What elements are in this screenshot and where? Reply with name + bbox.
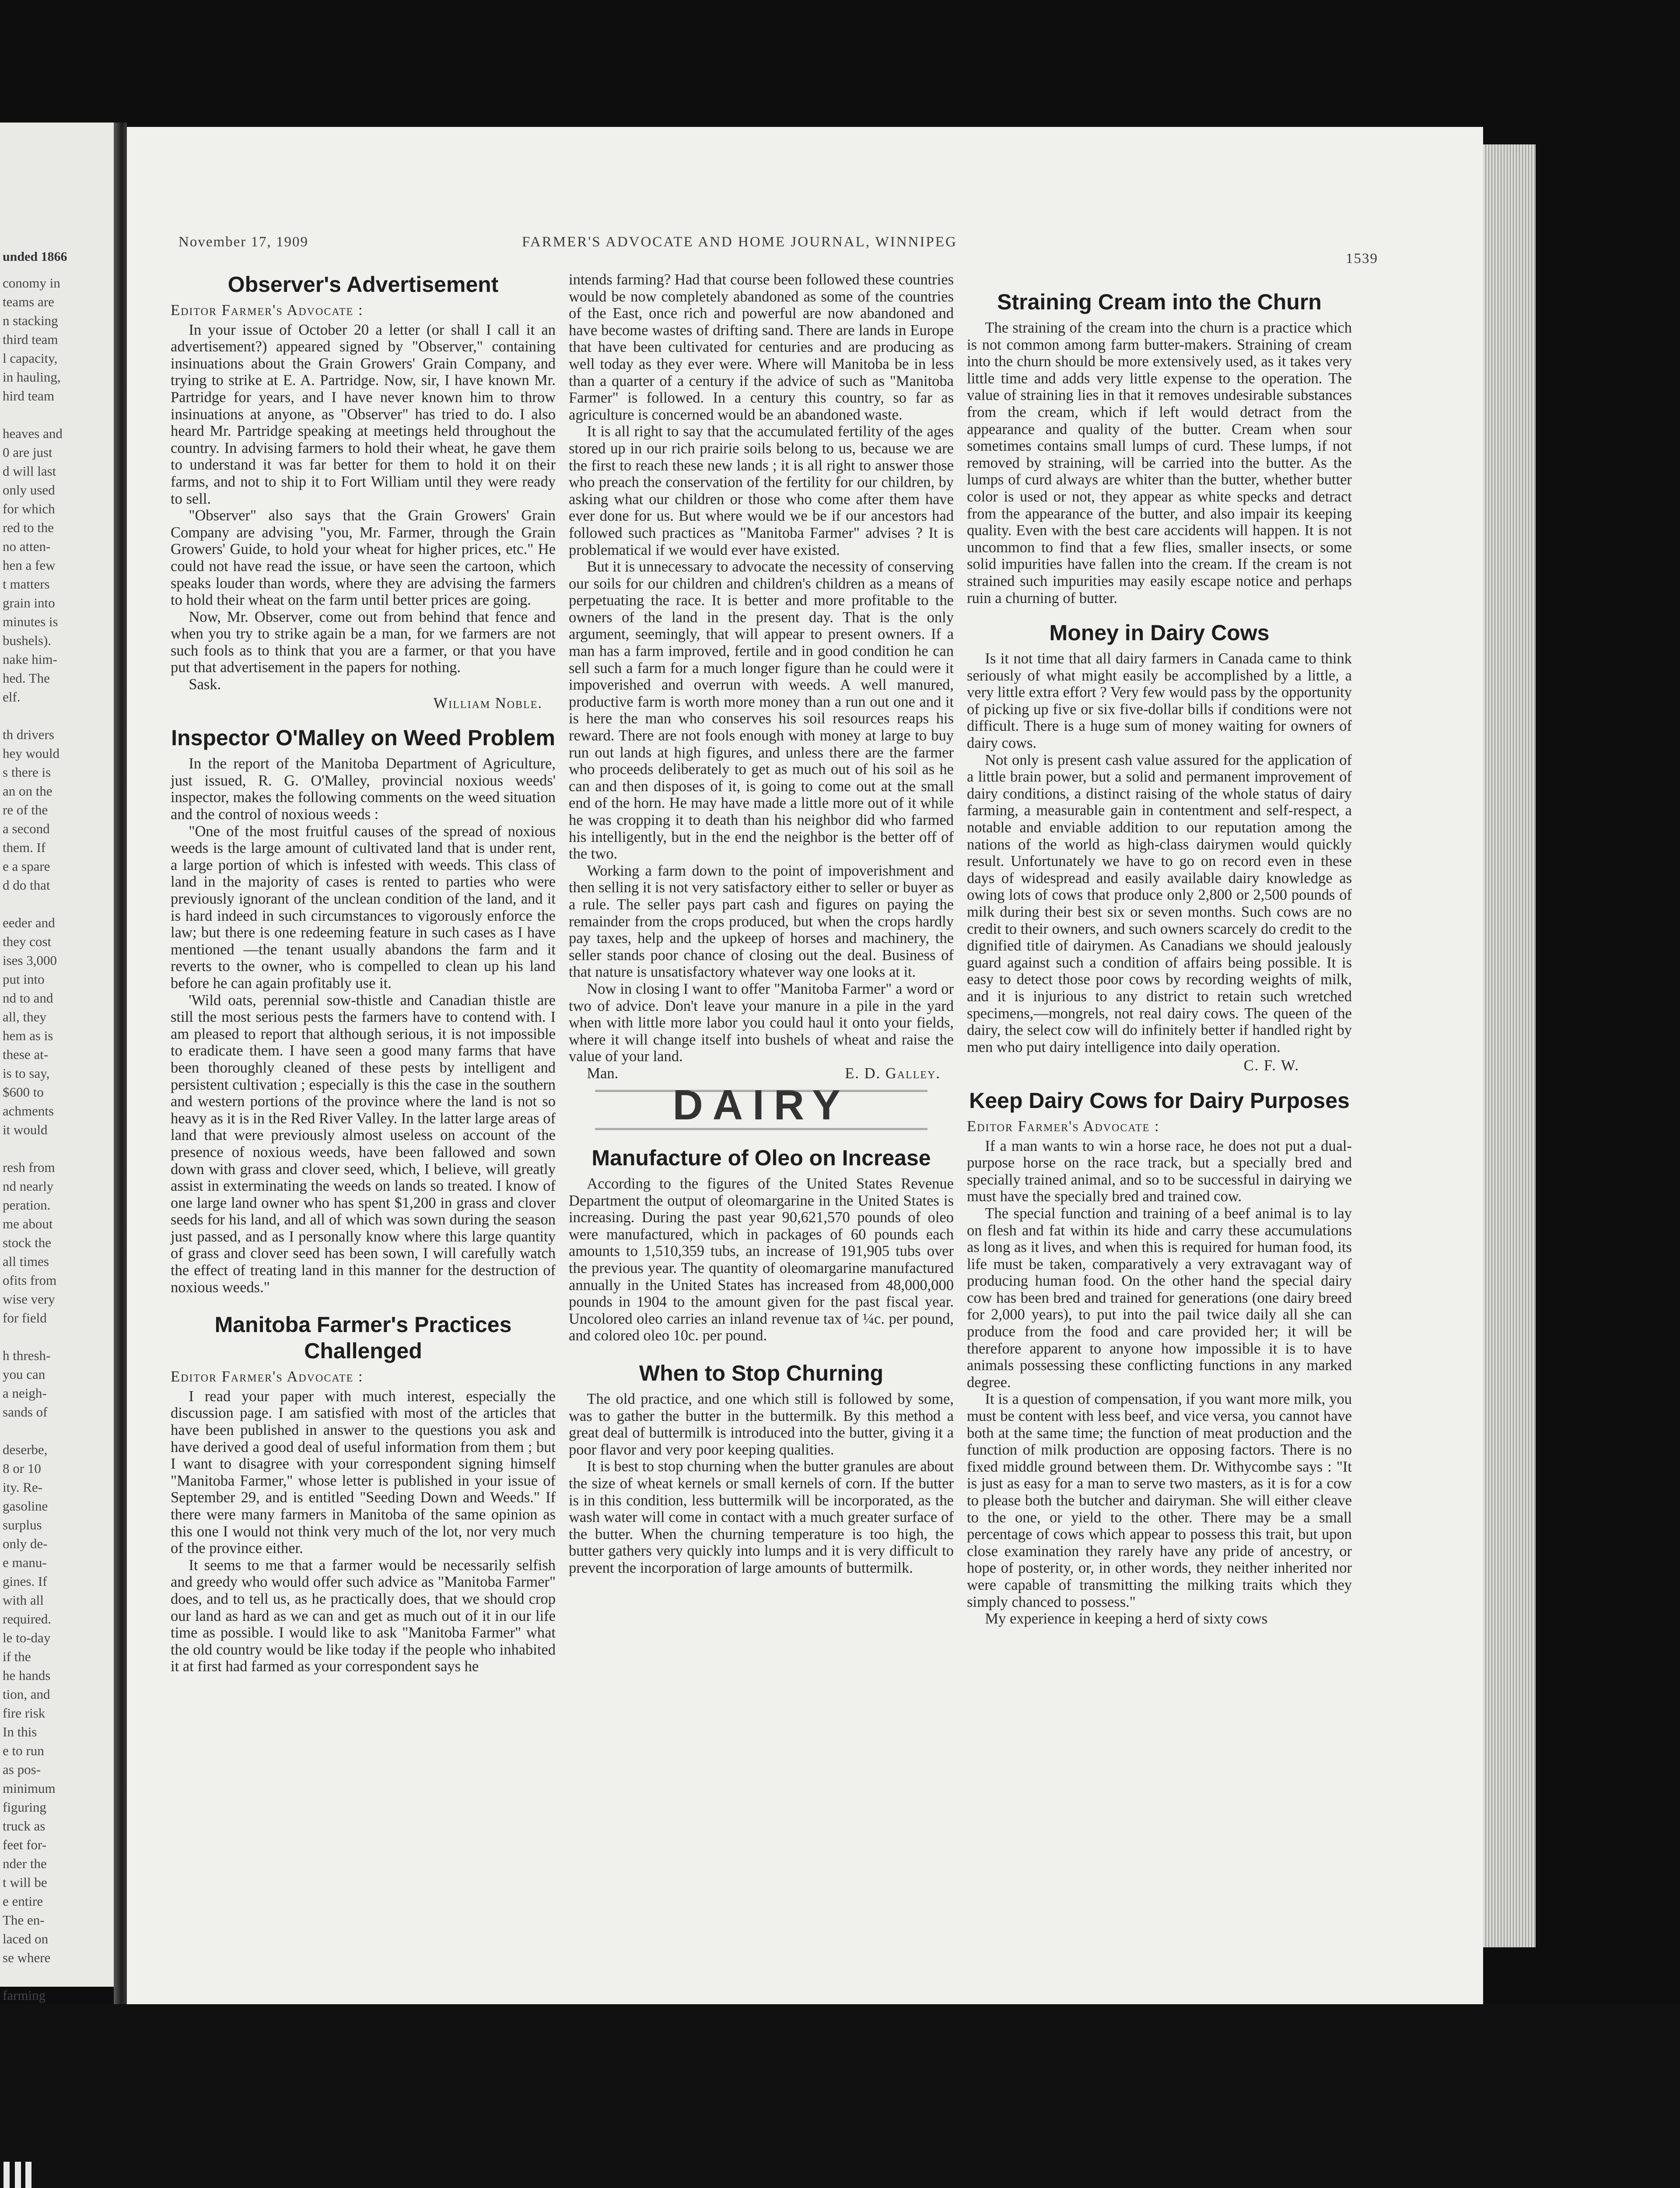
previous-page-line: elf. [3, 689, 21, 705]
previous-page-line: for which [3, 501, 55, 516]
paragraph: I read your paper with much interest, especially the discussion page. I am satisfied with most of the articles that have been published in answer to the questions you ask and have derived a good deal of useful information from them ; but I want to disagree with your correspondent signing himself "Manitoba Farmer," whose letter is published in your issue of September 29, and is entitled "Seeding Down and Weeds." If there were many farmers in Manitoba of the same opinion as this one I would not think very much of the lot, nor very much of the province either. [171, 1388, 556, 1557]
previous-page-line: bushels). [3, 633, 52, 648]
edge-mark [25, 2162, 32, 2188]
previous-page-line: it would [3, 1122, 48, 1137]
book-gutter [114, 123, 127, 2004]
previous-page-line: deserbe, [3, 1442, 48, 1457]
previous-page-line: minimum [3, 1781, 56, 1796]
previous-page-line: third team [3, 332, 58, 347]
salutation: Editor Farmer's Advocate : [967, 1118, 1160, 1135]
previous-page-line: with all [3, 1592, 44, 1608]
paragraph: In the report of the Manitoba Department of Agriculture, just issued, R. G. O'Malley, provincial noxious weeds' inspector, makes the following comments on the weed situation and the control of noxious weeds : [171, 755, 556, 823]
article-title: Keep Dairy Cows for Dairy Purposes [969, 1088, 1350, 1113]
previous-page-line: all, they [3, 1009, 46, 1024]
previous-page-line: hed. The [3, 670, 50, 686]
previous-page-line [3, 405, 112, 424]
previous-page-line: teams are [3, 294, 54, 309]
previous-page-line: nd to and [3, 990, 53, 1006]
paragraph: Is it not time that all dairy farmers in Canada came to think seriously of what might easily be accomplished by a little, a very little extra effort ? Very few would pass by the opportunity of picking up five or six five-dollar bills if conditions were not difficult. There is a huge sum of money waiting for owners of dairy cows. [967, 650, 1352, 752]
previous-page-line: tion, and [3, 1687, 50, 1702]
previous-page-line: if the [3, 1649, 31, 1664]
previous-page-line: t matters [3, 576, 50, 592]
paragraph: But it is unnecessary to advocate the necessity of conserving our soils for our children and children's children as a means of perpetuating the race. It is better and more profitable to the owners of the land in the present day. That is the only argument, seemingly, that will appear to present owners. If a man has a farm improved, fertile and in good condition he can sell such a farm for a much longer figure than he could were it impoverished and overrun with weeds. A well manured, productive farm is worth more money than a run out one and it is here the man who conserves his soil resources reaps his reward. There are not fools enough with money at large to buy run out lands at high figures, and unless there are the farmer who proceeds deliberately to get as much out of his soil as he can and then disposes of it, is going to come out at the small end of the horn. He may have made a little more out of it while he was cropping it to death than his neighbor did who farmed his intelligently, but in the end the neighbor is the better off of the two. [569, 558, 954, 863]
issue-date: November 17, 1909 [178, 234, 309, 250]
previous-page-line: nd nearly [3, 1178, 54, 1194]
previous-page-line: stock the [3, 1235, 52, 1250]
previous-page-line: e manu- [3, 1555, 47, 1570]
previous-page-line: re of the [3, 802, 48, 817]
column-2 [569, 271, 954, 1577]
previous-page-line [3, 1421, 112, 1440]
previous-page-line: a second [3, 821, 50, 836]
previous-page-line: grain into [3, 595, 55, 610]
previous-page-line: a neigh- [3, 1385, 47, 1401]
previous-page-line: e to run [3, 1743, 44, 1758]
previous-page-line: hey would [3, 746, 60, 761]
previous-page-line: e a spare [3, 859, 50, 874]
previous-page-line: all times [3, 1254, 49, 1269]
previous-page-line: minutes is [3, 614, 58, 629]
paragraph: The straining of the cream into the churn is a practice which is not common among farm butter-makers. Straining of cream into the churn should be more extensively used, as it takes very little time and adds very little expense to the operation. The value of straining lies in that it removes undesirable substances from the cream, which if left would detract from the appearance and quality of the butter. Cream when sour sometimes contains small lumps of curd. These lumps, if not removed by straining, will be carried into the butter. As the lumps of curd always are whiter than the butter, whether butter color is used or not, they appear as white specks and detract from the appearance of the butter, and also impair its keeping quality. Even with the best care accidents will happen. It is not uncommon to find that a few flies, smaller insects, or some solid impurities have fallen into the cream. If the cream is not strained such impurities may easily escape notice and perhaps ruin a churning of butter. [967, 319, 1352, 607]
previous-page-line: peration. [3, 1197, 51, 1213]
previous-page-line: required. [3, 1611, 52, 1627]
paragraph: Now, Mr. Observer, come out from behind that fence and when you try to strike again be a man, for we farmers are not such fools as to think that you are a farmer, or that you have put that advertisement in the papers for nothing. [171, 608, 556, 676]
scan-background [0, 2004, 1680, 2188]
previous-page-line: sands of [3, 1404, 48, 1420]
previous-page-line [3, 1327, 112, 1346]
article-title: Money in Dairy Cows [1049, 621, 1270, 645]
letter-place: Man. [587, 1065, 619, 1082]
previous-page-line: ises 3,000 [3, 953, 57, 968]
previous-page-line: hird team [3, 388, 54, 403]
previous-page-line: achments [3, 1103, 54, 1119]
previous-page-line: heaves and [3, 426, 63, 441]
previous-page-line: red to the [3, 520, 54, 535]
salutation: Editor Farmer's Advocate : [171, 1368, 364, 1385]
previous-page-line: is to say, [3, 1066, 50, 1081]
previous-page-line: me about [3, 1216, 53, 1231]
previous-page-line: le to-day [3, 1630, 51, 1645]
previous-page-line: only used [3, 482, 55, 498]
letter-closing [569, 1065, 954, 1082]
previous-page-line: n stacking [3, 313, 58, 328]
journal-title: FARMER'S ADVOCATE AND HOME JOURNAL, WINNIPEG [522, 234, 957, 250]
previous-page-line: feet for- [3, 1837, 47, 1852]
paragraph: According to the figures of the United States Revenue Department the output of oleomargarine in the United States is increasing. During the past year 90,621,570 pounds of oleo were manufactured, which in packages of 60 pounds each amounts to 1,510,359 tubs, an increase of 191,905 tubs over the previous year. The quantity of oleomargarine manufactured annually in the United States has increased from 48,000,000 pounds in 1904 to the amount given for the past fiscal year. Uncolored oleo carries an inland revenue tax of ¼c. per pound, and colored oleo 10c. per pound. [569, 1175, 954, 1344]
letter-signature: William Noble. [433, 694, 542, 712]
previous-page-line: d do that [3, 877, 50, 893]
previous-page-line: fire risk [3, 1705, 46, 1721]
previous-page-line: only de- [3, 1536, 48, 1551]
article-title: Straining Cream into the Churn [997, 290, 1322, 314]
section-title: DAIRY [672, 1081, 850, 1129]
article-title: Inspector O'Malley on Weed Problem [171, 726, 555, 750]
column-3 [967, 271, 1352, 1627]
paragraph: The special function and training of a beef animal is to lay on flesh and fat within its hide and carry these accumulations as long as it lives, and when this is required for human food, its life must be taken, comparatively a very extravagant way of producing human food. On the other hand the special dairy cow has been bred and trained for generations (one dairy breed for 2,000 years), to put into the pail twice daily all she can produce from the food and care provided her; it will be therefore apparent to anyone how impossible it is to have animals possessing these conflicting functions in any marked degree. [967, 1205, 1352, 1391]
previous-page-line: figuring [3, 1799, 46, 1815]
article-title: Manitoba Farmer's Practices Challenged [214, 1312, 512, 1364]
previous-page-line: he hands [3, 1668, 51, 1683]
paragraph: It is a question of compensation, if you want more milk, you must be content with less beef, and vice versa, you cannot have both at the same time; the function of meat production and the function of milk production are opposing factors. There is no fixed middle ground between them. Dr. Withycombe says : "It is just as easy for a man to serve two masters, as it is for a cow to please both the butcher and dairyman. She will either cleave to the one, or yield to the other. There may be a small percentage of cows which appear to possess this trait, but upon close examination they rarely have any pride of ancestry, or hope of posterity, or, in other words, they neither inherited nor were capable of transmitting the milking traits which they simply chanced to possess." [967, 1391, 1352, 1610]
paragraph: My experience in keeping a herd of sixty cows [985, 1610, 1268, 1627]
paragraph: If a man wants to win a horse race, he does not put a dual-purpose horse on the race track, but a specially bred and specially trained animal, and so to be successful in dairying we must have the specially bred and trained cow. [967, 1137, 1352, 1205]
previous-page-line: d will last [3, 463, 56, 479]
previous-page-header: unded 1866 [3, 249, 67, 264]
previous-page-line: resh from [3, 1160, 55, 1175]
previous-page-line: se where [3, 1950, 51, 1965]
paragraph: 'Wild oats, perennial sow-thistle and Canadian thistle are still the most serious pests the farmers have to contend with. I am pleased to report that although serious, it is not impossible to eradicate them. I have seen a good many farms that have been thoroughly cleaned of these pests by intelligent and persistent cultivation ; especially is this the case in the southern and western portions of the province where the land is not so heavy as it is in the Red River Valley. In the latter large areas of land that were previously almost useless on account of the presence of noxious weeds, have been fallowed and sown down with grass and clover seed, which, I believe, will greatly assist in exterminating the weeds on lands so treated. I know of one large land owner who has spent $1,200 in grass and clover seeds for his land, and all of which was sown during the season just passed, and as I personally know where this large quantity of grass and clover seed has been sown, I will carefully watch the effect of treating land in this manner for the destruction of noxious weeds." [171, 992, 556, 1296]
previous-page-line: these at- [3, 1047, 49, 1062]
article-title: When to Stop Churning [639, 1361, 884, 1386]
previous-page-line: no atten- [3, 539, 51, 554]
previous-page-line: nder the [3, 1856, 47, 1871]
paragraph: intends farming? Had that course been followed these countries would be now completely abandoned as some of the countries of the East, once rich and powerful are now abandoned and have become wastes of drifting sand. There are lands in Europe that have been cultivated for centuries and are producing as well today as they ever were. Where will Manitoba be in less than a quarter of a century if the advice of such as "Manitoba Farmer" is followed. In a century this country, so far as agriculture is concerned would be an abandoned waste. [569, 271, 954, 423]
previous-page-line: for field [3, 1310, 47, 1325]
newspaper-page [127, 127, 1483, 2017]
salutation: Editor Farmer's Advocate : [171, 302, 364, 319]
paragraph: "Observer" also says that the Grain Growers' Grain Company are advising "you, Mr. Farmer, through the Grain Growers' Guide, to hold your wheat for higher prices, etc." He could not have read the issue, or have seen the cartoon, which speaks louder than words, where they are advising the farmers to hold their wheat on the farm until better prices are going. [171, 507, 556, 609]
paragraph: Now in closing I want to offer "Manitoba Farmer" a word or two of advice. Don't leave your manure in a pile in the yard when with little more labor you could haul it onto your fields, where it will change itself into bushels of wheat and raise the value of your land. [569, 980, 954, 1065]
previous-page-line: l capacity, [3, 351, 58, 366]
previous-page-line: gasoline [3, 1498, 48, 1514]
previous-page-line: wise very [3, 1291, 55, 1307]
running-head [178, 234, 1378, 266]
previous-page-line: they cost [3, 934, 52, 949]
previous-page-text-fragments [3, 274, 112, 2155]
previous-page-line: t will be [3, 1875, 47, 1890]
paragraph: Not only is present cash value assured for the application of a little brain power, but a solid and permanent improvement of dairy conditions, a distinct raising of the whole status of dairy farming, a measurable gain in contentment and self-respect, a notable and enviable addition to our reputation among the nations of the world as high-class dairymen would quickly result. Unfortunately we have to go on record even in these days of widespread and easily available dairy knowledge as owing lots of cows that produce only 2,800 or 2,500 pounds of milk during their best six or seven months. Such cows are no credit to their owners, and such owners scarcely do credit to the dignified title of dairymen. As Canadians we should jealously guard against such a condition of affairs being possible. It is easy to detect those poor cows by recording weights of milk, and it is injurious to any district to retain such wretched specimens,—mongrels, not real dairy cows. The queen of the dairy, the select cow will do infinitely better if handled right by men who put dairy intelligence into daily operation. [967, 751, 1352, 1055]
previous-page-line: you can [3, 1367, 46, 1382]
paragraph: In your issue of October 20 a letter (or shall I call it an advertisement?) appeared signed by "Observer," containing insinuations about the Grain Growers' Grain Company, and trying to strike at E. A. Partridge. Now, sir, I have known Mr. Partridge for years, and I have never known him to throw insinuations at anyone, as "Observer" has tried to do. I also heard Mr. Partridge speaking at meetings held throughout the country. In advising farmers to hold their wheat, he gave them to understand it was far better for them to hold it on their farms, and not to ship it to Fort William until they were ready to sell. [171, 321, 556, 507]
previous-page-line: put into [3, 971, 45, 987]
paragraph: The old practice, and one which still is followed by some, was to gather the butter in the buttermilk. By this method a great deal of buttermilk is introduced into the butter, giving it a poor flavor and very poor keeping qualities. [569, 1391, 954, 1458]
previous-page-line: truck as [3, 1818, 46, 1834]
previous-page-line: conomy in [3, 275, 60, 291]
previous-page-line: farming [3, 1988, 46, 2003]
column-1 [171, 271, 556, 1675]
previous-page-line: eeder and [3, 915, 55, 930]
previous-page-line: hem as is [3, 1028, 53, 1043]
letter-signature: E. D. Galley. [845, 1065, 941, 1082]
previous-page-line: nake him- [3, 652, 57, 667]
previous-page-edge [0, 123, 114, 2003]
previous-page-line: In this [3, 1724, 37, 1739]
previous-page-line [3, 1139, 112, 1158]
paragraph: It is all right to say that the accumulated fertility of the ages stored up in our rich prairie soils belong to us, because we are the first to reach these new lands ; it is all right to answer those who preach the conservation of the fertility for our children, by asking what our children or those who come after them have ever done for us. But where would we be if our ancestors had followed such practices as "Manitoba Farmer" advises ? It is problematical if we would ever have existed. [569, 423, 954, 558]
previous-page-line: laced on [3, 1931, 49, 1946]
previous-page-line: 0 are just [3, 445, 52, 460]
previous-page-line: in hauling, [3, 369, 61, 385]
paragraph: Working a farm down to the point of impoverishment and then selling it is not very satisfactory either to seller or buyer as a rule. The seller pays part cash and figures on paying the remainder from the crops produced, but when the crops hardly pay taxes, help and the upkeep of horses and machinery, the seller stands poor chance of closing out the deal. Business of that nature is unsatisfactory whatever way one looks at it. [569, 862, 954, 981]
previous-page-line: s there is [3, 764, 51, 780]
previous-page-line: an on the [3, 783, 52, 799]
previous-page-line: hen a few [3, 558, 56, 573]
previous-page-line: The en- [3, 1912, 45, 1928]
previous-page-line: ity. Re- [3, 1480, 42, 1495]
page-number: 1539 [1346, 251, 1378, 266]
previous-page-line: th drivers [3, 727, 54, 742]
article-title: Manufacture of Oleo on Increase [592, 1146, 931, 1171]
article-title: Observer's Advertisement [228, 272, 499, 297]
previous-page-line [3, 894, 112, 913]
previous-page-line: e entire [3, 1893, 43, 1909]
previous-page-line: h thresh- [3, 1348, 51, 1363]
paragraph: It is best to stop churning when the butter granules are about the size of wheat kernels or small kernels of corn. If the butter is in this condition, less buttermilk will be incorporated, as the wash water will come in contact with a much greater surface of the butter. When the churning temperature is too high, the butter gathers very quickly into lumps and it is very difficult to prevent the incorporation of large amounts of buttermilk. [569, 1458, 954, 1576]
previous-page-line: 8 or 10 [3, 1461, 41, 1476]
previous-page-line: ofits from [3, 1273, 57, 1288]
previous-page-line: surplus [3, 1517, 42, 1532]
edge-mark [4, 2162, 10, 2188]
previous-page-line: gines. If [3, 1574, 47, 1589]
previous-page-line: them. If [3, 840, 46, 855]
previous-page-line: $600 to [3, 1084, 44, 1100]
page-stack-edge [1483, 144, 1536, 1947]
previous-page-line [3, 1967, 112, 1986]
letter-place: Sask. [189, 676, 221, 693]
edge-mark [15, 2162, 21, 2188]
previous-page-line: as pos- [3, 1762, 41, 1777]
paragraph: "One of the most fruitful causes of the spread of noxious weeds is the large amount of cultivated land that is under rent, a large portion of which is infested with weeds. This class of land in the majority of cases is rented to parties who were previously ignorant of the unclean condition of the land, and it is hard indeed in such circumstances to vigorously enforce the law; but there is one redeeming feature in such cases as I have mentioned —the tenant usually abandons the farm and it reverts to the owner, who is compelled to clean up his land before he can again profitably use it. [171, 823, 556, 992]
paragraph: It seems to me that a farmer would be necessarily selfish and greedy who would offer such advice as "Manitoba Farmer" does, and to tell us, as he practically does, that we should crop our land as hard as we can and get as much out of it in our life time as possible. I would like to ask "Manitoba Farmer" what the old country would be like today if the people who inhabited it at first had farmed as your correspondent says he [171, 1557, 556, 1675]
section-banner [595, 1081, 928, 1130]
previous-page-line [3, 706, 112, 725]
article-signature: C. F. W. [1243, 1057, 1299, 1074]
